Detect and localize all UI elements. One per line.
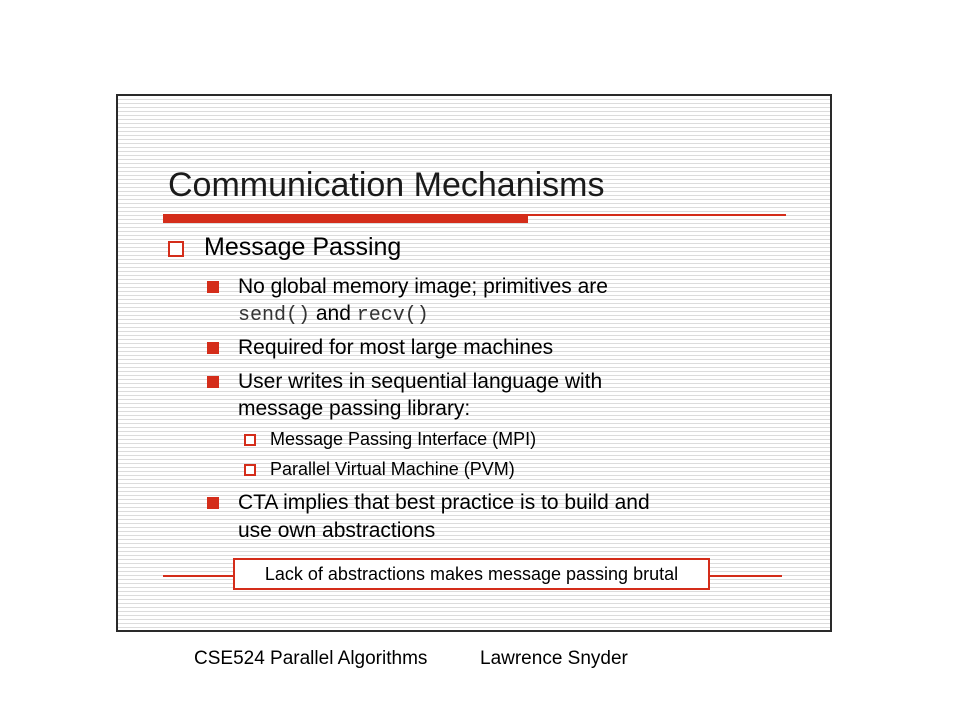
bullet-3-line-1: User writes in sequential language with	[238, 370, 603, 393]
sub-bullet-mpi: Message Passing Interface (MPI)	[270, 429, 537, 449]
filled-square-bullet-icon	[207, 497, 219, 509]
bullet-1-line-2	[238, 300, 429, 329]
bullet-4-line-1: CTA implies that best practice is to build and	[238, 491, 650, 514]
bullet-3-line-2: message passing library:	[238, 397, 471, 420]
title-underline-thin	[528, 214, 786, 216]
open-square-bullet-icon	[168, 241, 184, 257]
bullet-1-line-1: No global memory image; primitives are	[238, 275, 608, 298]
callout-box: Lack of abstractions makes message passing brutal	[233, 558, 710, 590]
footer-course: CSE524 Parallel Algorithms	[194, 648, 428, 669]
filled-square-bullet-icon	[207, 281, 219, 293]
bullet-4-line-2: use own abstractions	[238, 519, 436, 542]
slide-title: Communication Mechanisms	[168, 166, 605, 204]
footer-author: Lawrence Snyder	[480, 648, 628, 669]
title-underline-thick	[163, 214, 528, 223]
open-square-bullet-icon	[244, 434, 256, 446]
bullet-2: Required for most large machines	[238, 336, 554, 359]
filled-square-bullet-icon	[207, 376, 219, 388]
code-send: send()	[238, 304, 311, 327]
section-heading: Message Passing	[204, 233, 402, 261]
code-recv: recv()	[356, 304, 429, 327]
and-text: and	[315, 302, 351, 325]
sub-bullet-pvm: Parallel Virtual Machine (PVM)	[270, 459, 515, 479]
filled-square-bullet-icon	[207, 342, 219, 354]
callout-line-left	[163, 575, 233, 577]
callout-line-right	[710, 575, 782, 577]
open-square-bullet-icon	[244, 464, 256, 476]
